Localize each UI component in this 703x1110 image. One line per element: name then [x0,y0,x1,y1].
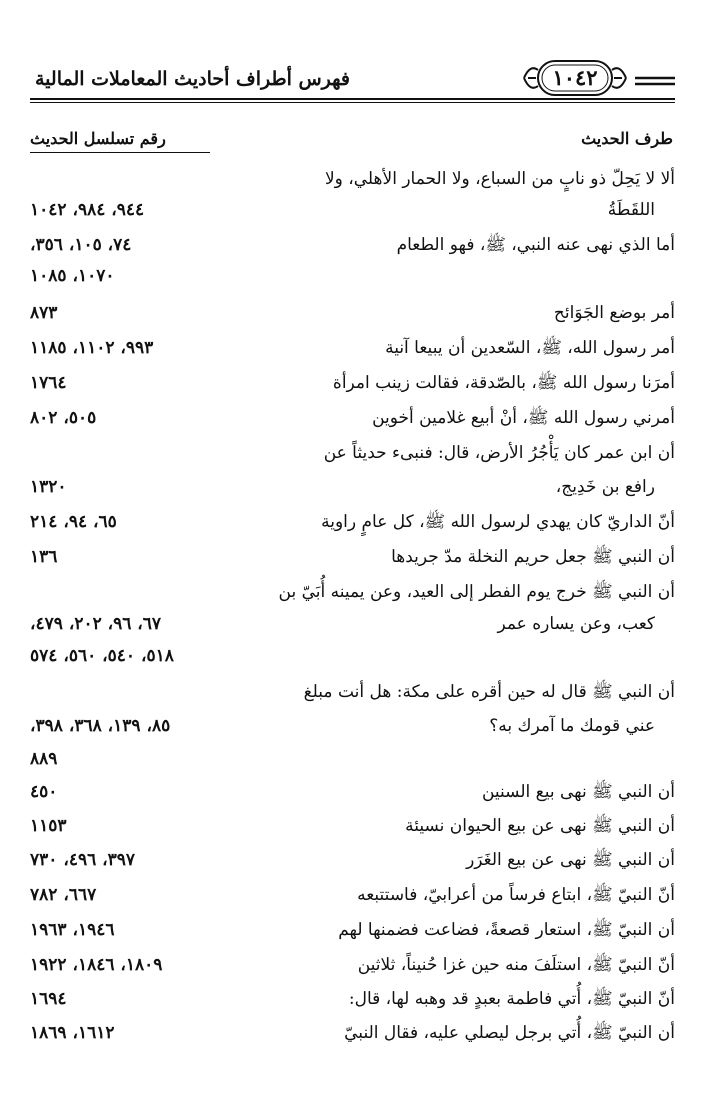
index-entry [30,1018,675,1048]
header-rule-ornament-icon [635,74,675,88]
header-rule-thin [30,102,675,103]
entry-text: أن النبي ﷺ نهى بيع السنين [481,782,675,802]
index-entry [30,298,675,328]
entry-numbers: ٨٨٩ [30,749,58,769]
index-entry [30,950,675,980]
entry-text: رافع بن خَدِيج، [555,477,655,497]
entry-text: عني قومك ما آمرك به؟ [489,716,655,736]
index-entry [30,677,675,772]
entry-text: أمرَنا رسول الله ﷺ، بالصّدقة، فقالت زينب امرأة [332,373,675,393]
index-entry [30,777,675,807]
entry-numbers: ٨٧٣ [30,303,58,323]
entry-text: أما الذي نهى عنه النبي، ﷺ، فهو الطعام [396,235,675,255]
entry-text: أن النبي ﷺ خرج يوم الفطر إلى العيد، وعن يمينه أُبَيّ بن [278,582,675,602]
entry-numbers: ٦٧، ٩٦، ٢٠٢، ٤٧٩، [30,614,162,634]
index-entry [30,333,675,363]
entry-numbers: ٨٥، ١٣٩، ٣٦٨، ٣٩٨، [30,716,171,736]
entry-text: أنّ النبيّ ﷺ، استلَفَ منه حين غزا حُنيناً، ثلاثين [357,955,675,975]
entry-text: ألا لا يَحِلّ ذو نابٍ من السباع، ولا الحمار الأهلي، ولا [324,169,675,189]
index-entry [30,230,675,292]
entry-text: أن النبي ﷺ نهى عن بيع الغَرَر [466,850,675,870]
index-entry [30,164,675,226]
index-entry [30,915,675,945]
entry-text: أمر بوضع الجَوَائح [553,303,675,323]
index-entry [30,880,675,910]
entry-text: أن ابن عمر كان يَأْجُرُ الأرض، قال: فنبىء حديثاً عن [323,443,675,463]
entry-text: أنّ النبيّ ﷺ، أُتي فاطمة بعبدٍ قد وهبه لها، قال: [348,989,675,1009]
entry-text: كعب، وعن يساره عمر [497,614,655,634]
entry-numbers: ٥١٨، ٥٤٠، ٥٦٠، ٥٧٤ [30,646,174,666]
running-title: فهرس أطراف أحاديث المعاملات المالية [34,68,350,90]
entry-numbers: ٦٥، ٩٤، ٢١٤ [30,512,117,532]
index-entry [30,438,675,500]
entry-text: أن النبي ﷺ قال له حين أقره على مكة: هل أنت مبلغ [303,682,675,702]
entry-numbers: ١٩٤٦، ١٩٦٣ [30,920,115,940]
entry-numbers: ٩٩٣، ١١٠٢، ١١٨٥ [30,338,154,358]
entry-text: أن النبيّ ﷺ، أُتي برجل ليصلي عليه، فقال النبيّ [344,1023,675,1043]
index-entry [30,984,675,1014]
entry-numbers: ٩٤٤، ٩٨٤، ١٠٤٢ [30,200,145,220]
page-number: ١٠٤٢ [552,65,598,90]
entry-text: أن النبيّ ﷺ، استعار قصعةً، فضاعت فضمنها لهم [338,920,675,940]
page-number-cartouche [520,58,630,100]
entry-text: أمرني رسول الله ﷺ، أنْ أبيع غلامين أخوين [372,408,675,428]
entry-numbers: ١١٥٣ [30,816,67,836]
entry-numbers: ١٨٠٩، ١٨٤٦، ١٩٢٢ [30,955,163,975]
entry-numbers: ١٣٢٠ [30,477,67,497]
entry-text: اللقَطَةُ [607,200,655,220]
entry-numbers: ١٣٦ [30,547,58,567]
entry-text: أمر رسول الله، ﷺ، السّعدين أن يبيعا آنية [385,338,675,358]
column-heading-hadith: طرف الحديث [581,129,673,148]
index-entry [30,542,675,572]
index-entry [30,811,675,841]
entry-text: أنّ الداريّ كان يهدي لرسول الله ﷺ، كل عامٍ راوية [321,512,675,532]
header-rule [30,98,675,100]
entry-numbers: ١٧٦٤ [30,373,67,393]
entry-text: أن النبي ﷺ جعل حريم النخلة مدّ جريدها [391,547,675,567]
index-entry [30,507,675,537]
entry-text: أنّ النبيّ ﷺ، ابتاع فرساً من أعرابيّ، فاستتبعه [357,885,675,905]
entry-numbers: ١٦١٢، ١٨٦٩ [30,1023,115,1043]
index-entry [30,845,675,875]
entry-numbers: ١٠٧٠، ١٠٨٥ [30,266,115,286]
index-entry [30,368,675,398]
entry-numbers: ٤٥٠ [30,782,58,802]
column-heading-serial [30,126,210,153]
index-entry [30,577,675,672]
column-heading-serial-label: رقم تسلسل الحديث [30,129,166,148]
entry-numbers: ٦٦٧، ٧٨٢ [30,885,97,905]
entry-text: أن النبي ﷺ نهى عن بيع الحيوان نسيئة [405,816,675,836]
entry-numbers: ٧٤، ١٠٥، ٣٥٦، [30,235,132,255]
entry-numbers: ٥٠٥، ٨٠٢ [30,408,97,428]
entry-numbers: ١٦٩٤ [30,989,67,1009]
entry-numbers: ٣٩٧، ٤٩٦، ٧٣٠ [30,850,136,870]
index-entry [30,403,675,433]
